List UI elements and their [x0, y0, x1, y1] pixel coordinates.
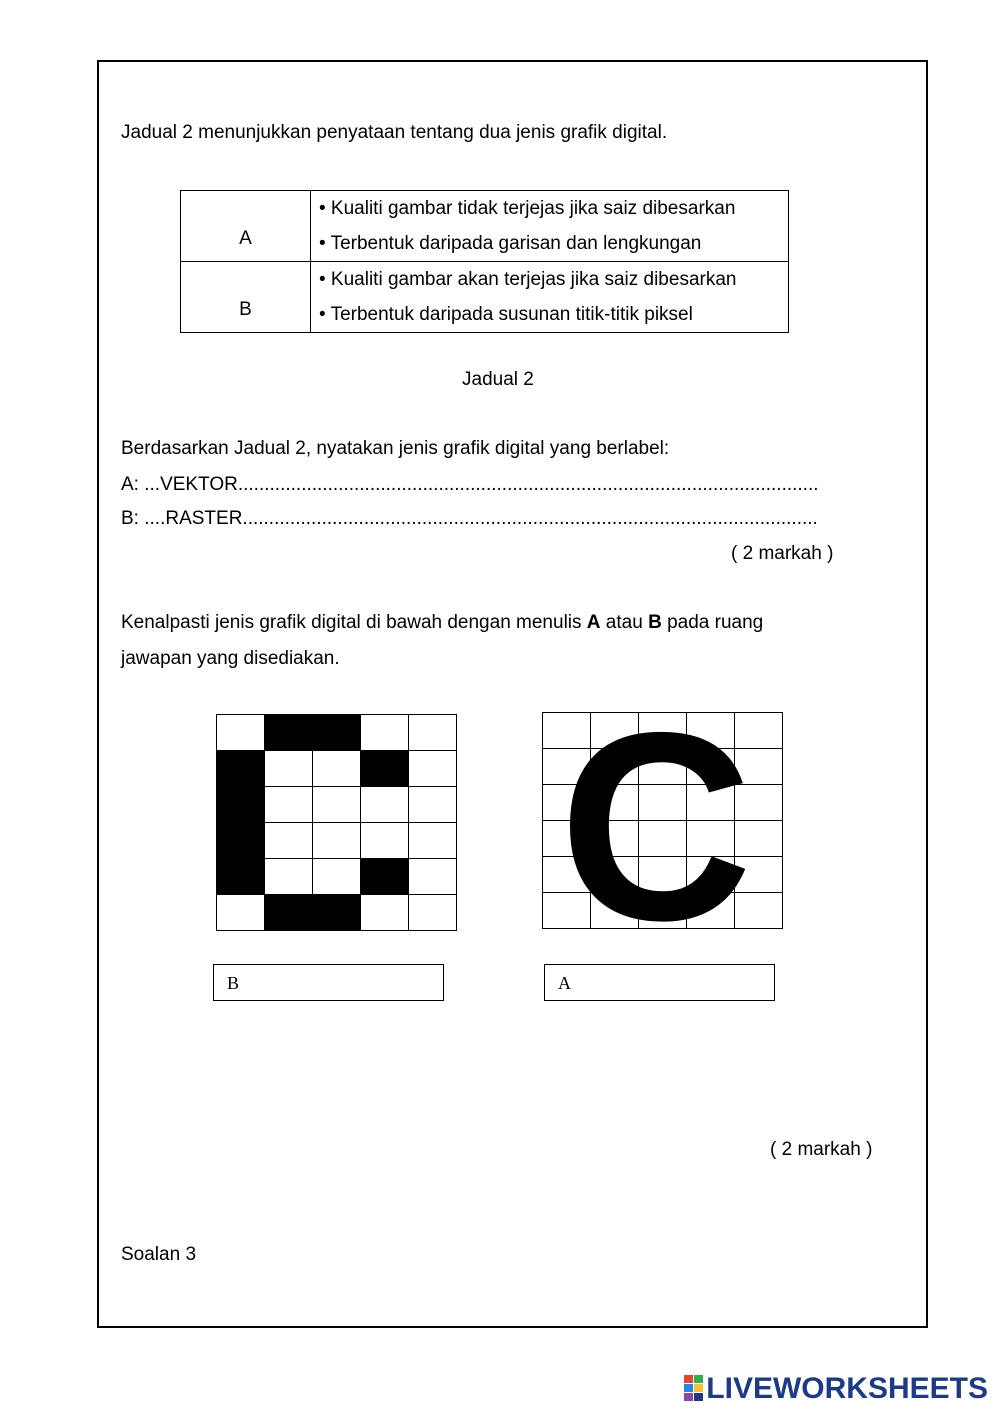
q2-marks: ( 2 markah ) [770, 1139, 873, 1160]
intro-text: Jadual 2 menunjukkan penyataan tentang dua jenis grafik digital. [121, 122, 668, 143]
q2-prompt-line1: Kenalpasti jenis grafik digital di bawah dengan menulis A atau B pada ruang [121, 612, 764, 633]
table-caption: Jadual 2 [462, 369, 534, 390]
row-label-a: A [181, 191, 311, 262]
vector-letter-c: C [559, 676, 753, 976]
q1-marks: ( 2 markah ) [731, 543, 834, 564]
bullet: • Terbentuk daripada susunan titik-titik piksel [319, 304, 693, 325]
bullet: • Terbentuk daripada garisan dan lengkungan [319, 233, 702, 254]
bullet: • Kualiti gambar akan terjejas jika saiz dibesarkan [319, 269, 737, 290]
q1-prompt: Berdasarkan Jadual 2, nyatakan jenis grafik digital yang berlabel: [121, 438, 670, 459]
answer-a-line[interactable]: A: ...VEKTOR.............................................................................................................. [121, 474, 819, 495]
q2-prompt-line2: jawapan yang disediakan. [121, 648, 340, 669]
raster-pixel-grid [216, 714, 457, 931]
answer-box-left[interactable]: B [213, 964, 444, 1001]
liveworksheets-logo-icon [684, 1375, 704, 1401]
next-question-label: Soalan 3 [121, 1244, 197, 1265]
table-row [181, 191, 789, 262]
bullet: • Kualiti gambar tidak terjejas jika saiz dibesarkan [319, 198, 736, 219]
jadual-2-table [180, 190, 789, 333]
answer-box-right[interactable]: A [544, 964, 775, 1001]
answer-b-line[interactable]: B: ....RASTER............................................................................................................. [121, 508, 818, 529]
table-row [181, 262, 789, 333]
row-label-b: B [181, 262, 311, 333]
liveworksheets-brand: LIVEWORKSHEETS [684, 1372, 988, 1406]
